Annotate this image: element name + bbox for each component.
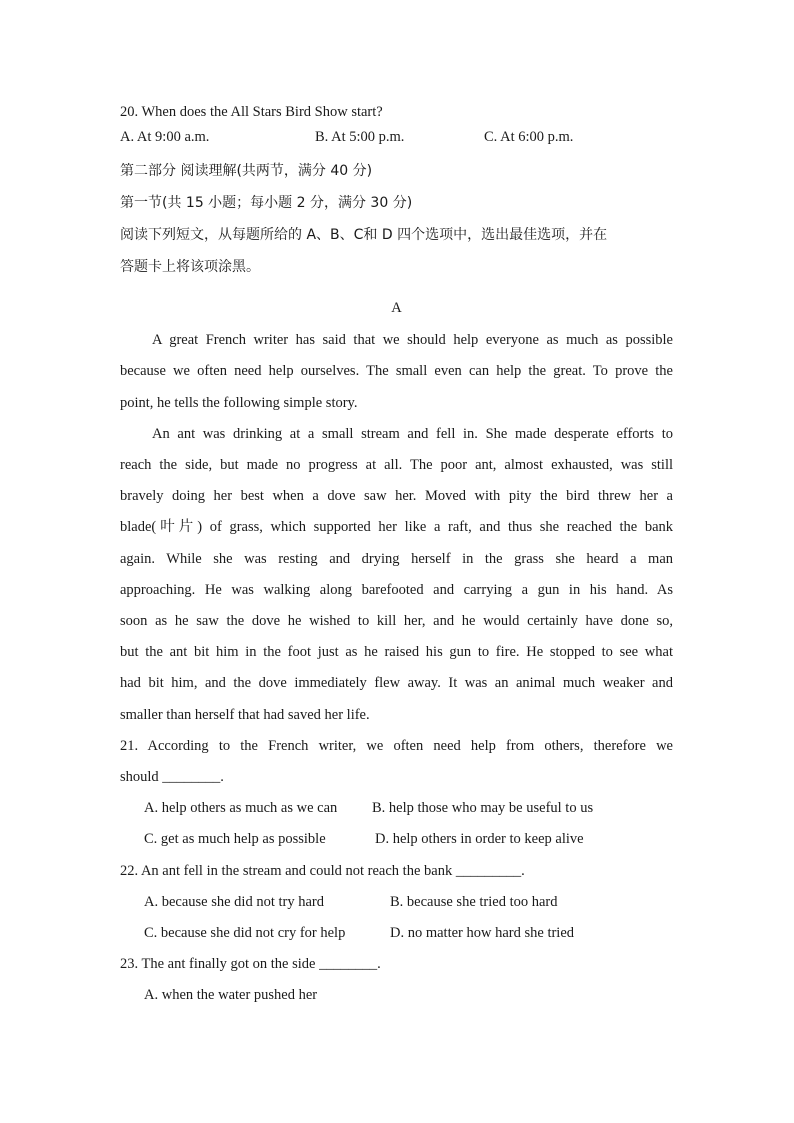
passage-p1-line-3: point, he tells the following simple story. — [120, 395, 358, 411]
section1-heading: 第一节(共 15 小题；每小题 2 分，满分 30 分) — [120, 195, 413, 211]
passage-p2-line-9: had bit him, and the dove immediately flew away. It was an animal much weaker and — [120, 675, 673, 691]
q21-stem-line-2: should ________. — [120, 769, 224, 785]
q22-option-b: B. because she tried too hard — [390, 894, 558, 910]
passage-p2-line-2: reach the side, but made no progress at all. The poor ant, almost exhausted, was still — [120, 457, 673, 473]
passage-p2-line-7: soon as he saw the dove he wished to kill her, and he would certainly have done so, — [120, 613, 673, 629]
passage-p1-line-1: A great French writer has said that we should help everyone as much as possible — [152, 332, 673, 348]
passage-p2-line-1: An ant was drinking at a small stream and fell in. She made desperate efforts to — [152, 426, 673, 442]
passage-p2-line-8: but the ant bit him in the foot just as he raised his gun to fire. He stopped to see what — [120, 644, 673, 660]
passage-p2-line-10: smaller than herself that had saved her life. — [120, 707, 370, 723]
q21-option-c: C. get as much help as possible — [144, 831, 326, 847]
passage-p2-line-4: blade(叶片) of grass, which supported her like a raft, and thus she reached the bank — [120, 519, 673, 535]
q20-option-b: B. At 5:00 p.m. — [315, 129, 405, 145]
q20-option-a: A. At 9:00 a.m. — [120, 129, 210, 145]
q23-option-a: A. when the water pushed her — [144, 987, 318, 1003]
q23-stem: 23. The ant finally got on the side ________. — [120, 956, 381, 972]
passage-p2-line-3: bravely doing her best when a dove saw her. Moved with pity the bird threw her a — [120, 488, 673, 504]
q20-stem: 20. When does the All Stars Bird Show start? — [120, 104, 383, 120]
instructions-line-2: 答题卡上将该项涂黑。 — [120, 259, 260, 275]
passage-p1-line-2: because we often need help ourselves. The small even can help the great. To prove the — [120, 363, 673, 379]
instructions-line-1: 阅读下列短文，从每题所给的 A、B、C和 D 四个选项中，选出最佳选项，并在 — [120, 227, 608, 243]
q22-option-d: D. no matter how hard she tried — [390, 925, 575, 941]
q21-option-d: D. help others in order to keep alive — [375, 831, 584, 847]
passage-p2-line-6: approaching. He was walking along barefooted and carrying a gun in his hand. As — [120, 582, 673, 598]
passage-p2-line-5: again. While she was resting and drying herself in the grass she heard a man — [120, 551, 673, 567]
q20-option-c: C. At 6:00 p.m. — [484, 129, 574, 145]
q21-option-a: A. help others as much as we can — [144, 800, 338, 816]
q21-option-b: B. help those who may be useful to us — [372, 800, 594, 816]
passage-title: A — [391, 300, 402, 316]
q22-option-a: A. because she did not try hard — [144, 894, 324, 910]
q22-stem: 22. An ant fell in the stream and could not reach the bank _________. — [120, 863, 525, 879]
q22-option-c: C. because she did not cry for help — [144, 925, 346, 941]
q21-stem-line-1: 21. According to the French writer, we often need help from others, therefore we — [120, 738, 673, 754]
part2-heading: 第二部分 阅读理解(共两节，满分 40 分) — [120, 163, 373, 179]
